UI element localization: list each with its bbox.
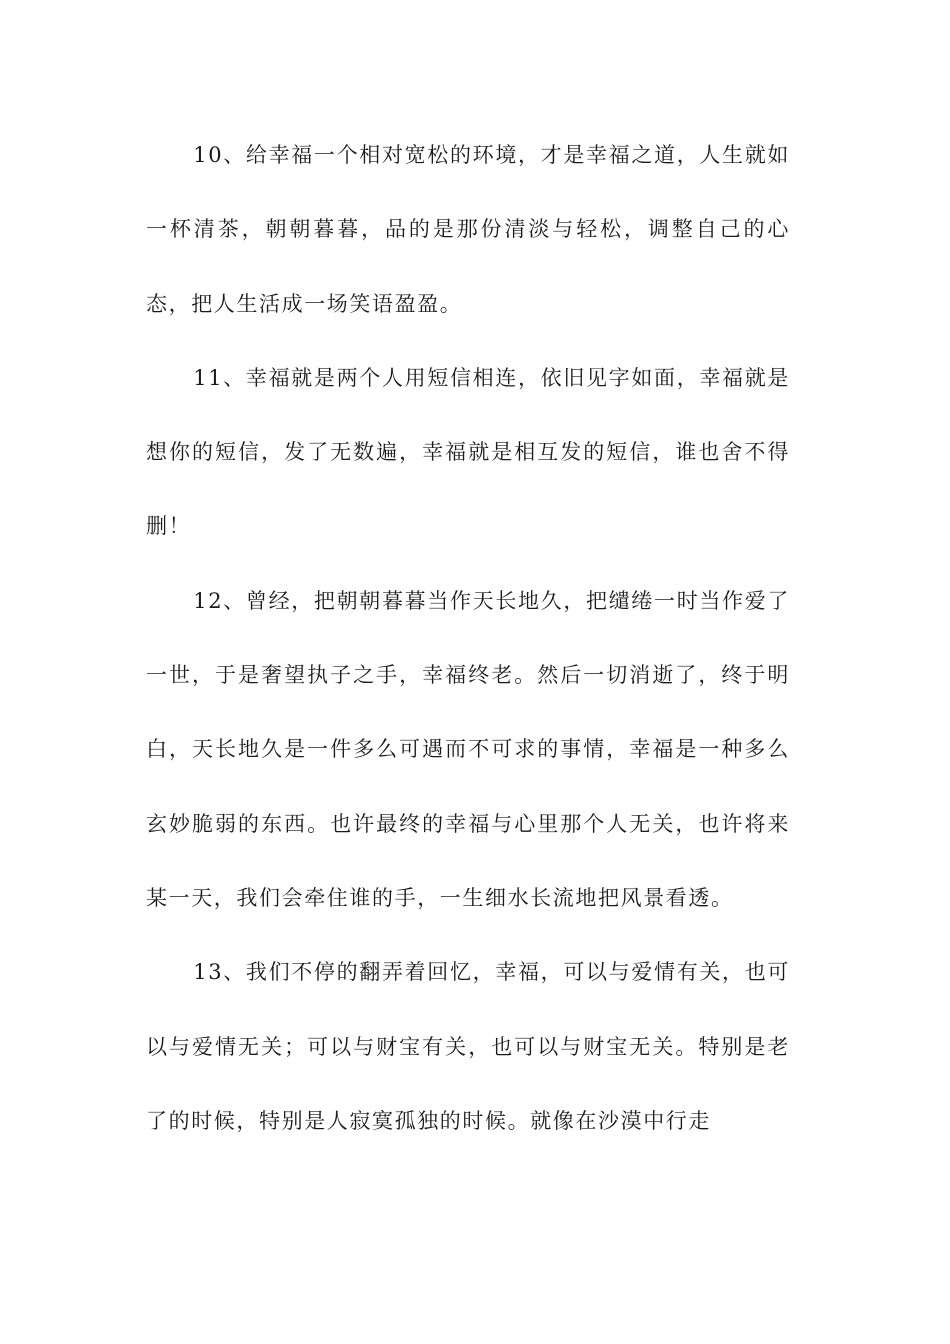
document-body <box>146 118 790 1158</box>
paragraph-13: 13、我们不停的翻弄着回忆，幸福，可以与爱情有关，也可以与爱情无关；可以与财宝有关，也可以与财宝无关。特别是老了的时候，特别是人寂寞孤独的时候。就像在沙漠中行走 <box>146 960 790 1133</box>
paragraph-10: 10、给幸福一个相对宽松的环境，才是幸福之道，人生就如一杯清茶，朝朝暮暮，品的是那份清淡与轻松，调整自己的心态，把人生活成一场笑语盈盈。 <box>146 143 790 316</box>
paragraph-11: 11、幸福就是两个人用短信相连，依旧见字如面，幸福就是想你的短信，发了无数遍，幸福就是相互发的短信，谁也舍不得删！ <box>146 365 790 539</box>
paragraph-12: 12、曾经，把朝朝暮暮当作天长地久，把缱绻一时当作爱了一世，于是奢望执子之手，幸福终老。然后一切消逝了，终于明白，天长地久是一件多么可遇而不可求的事情，幸福是一种多么玄妙脆弱的东西。也许最终的幸福与心里那个人无关，也许将来某一天，我们会牵住谁的手，一生细水长流地把风景看透。 <box>146 588 790 910</box>
